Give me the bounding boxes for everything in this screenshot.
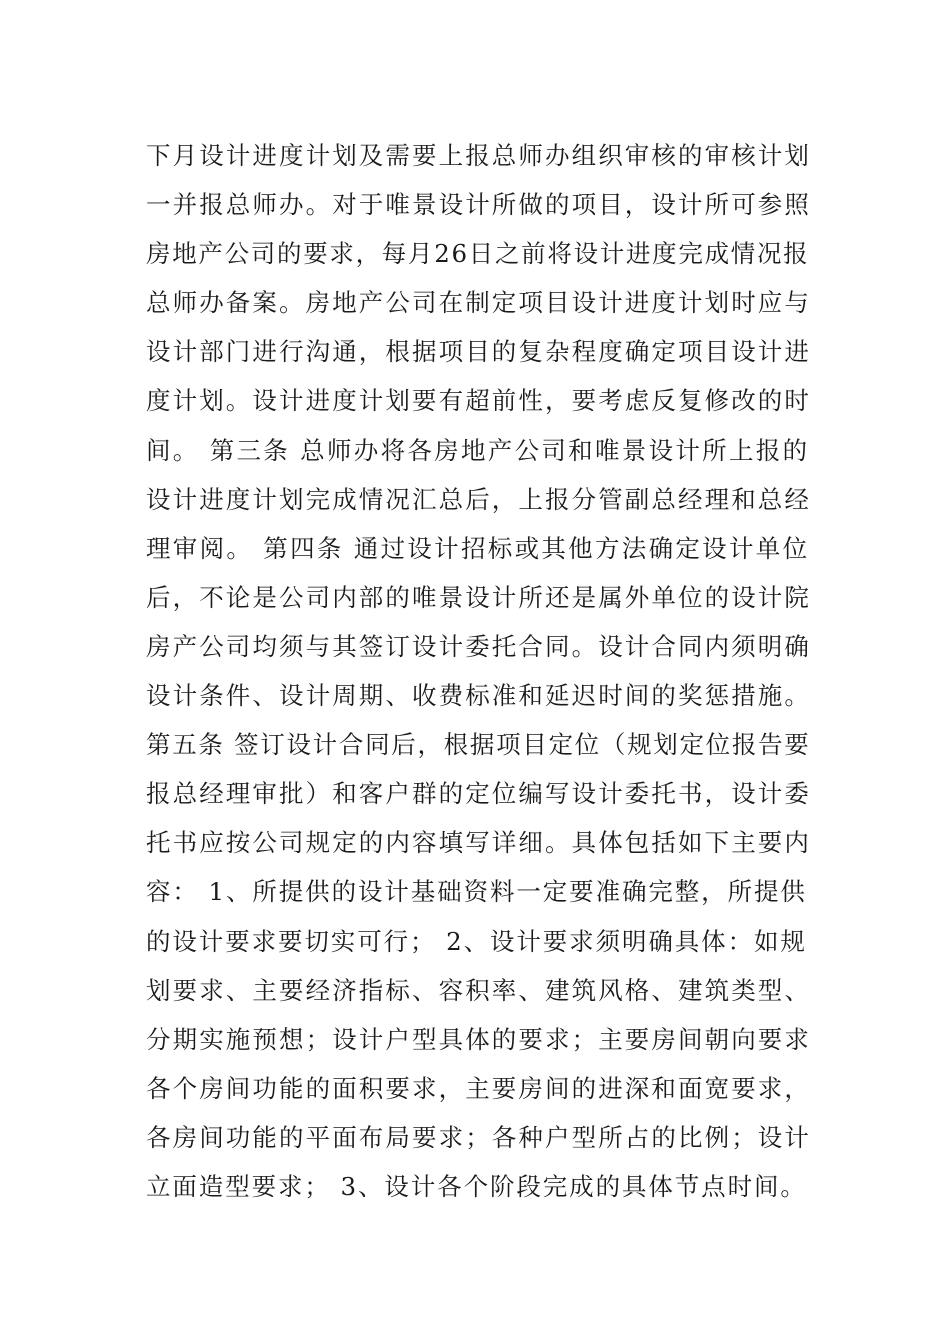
text-line: 各个房间功能的面积要求，主要房间的进深和面宽要求， — [146, 1073, 811, 1103]
text-line: 各房间功能的平面布局要求；各种户型所占的比例；设计 — [146, 1122, 811, 1152]
text-line: 容： 1、所提供的设计基础资料一定要准确完整，所提供 — [146, 877, 807, 907]
text-line: 分期实施预想；设计户型具体的要求；主要房间朝向要求 — [146, 1024, 811, 1054]
text-line: 设计条件、设计周期、收费标准和延迟时间的奖惩措施。 — [146, 681, 811, 711]
text-line: 理审阅。 第四条 通过设计招标或其他方法确定设计单位 — [146, 533, 810, 563]
text-line: 房产公司均须与其签订设计委托合同。设计合同内须明确 — [146, 631, 811, 661]
text-line: 度计划。设计进度计划要有超前性，要考虑反复修改的时 — [146, 386, 811, 416]
text-line: 房地产公司的要求，每月26日之前将设计进度完成情况报 — [146, 239, 810, 269]
body-text — [146, 131, 811, 1211]
text-line: 的设计要求要切实可行； 2、设计要求须明确具体：如规 — [146, 926, 807, 956]
text-line: 报总经理审批）和客户群的定位编写设计委托书，设计委 — [146, 779, 811, 809]
text-line: 划要求、主要经济指标、容积率、建筑风格、建筑类型、 — [146, 975, 811, 1005]
text-line: 后，不论是公司内部的唯景设计所还是属外单位的设计院 — [146, 582, 811, 612]
text-line: 一并报总师办。对于唯景设计所做的项目，设计所可参照 — [146, 190, 811, 220]
text-line: 设计进度计划完成情况汇总后，上报分管副总经理和总经 — [146, 484, 811, 514]
text-line: 立面造型要求； 3、设计各个阶段完成的具体节点时间。 — [146, 1171, 807, 1201]
text-line: 间。 第三条 总师办将各房地产公司和唯景设计所上报的 — [146, 435, 810, 465]
text-line: 第五条 签订设计合同后，根据项目定位（规划定位报告要 — [146, 730, 811, 760]
text-line: 下月设计进度计划及需要上报总师办组织审核的审核计划 — [146, 141, 811, 170]
text-line: 设计部门进行沟通，根据项目的复杂程度确定项目设计进 — [146, 337, 811, 367]
text-line: 托书应按公司规定的内容填写详细。具体包括如下主要内 — [146, 828, 811, 858]
text-line: 总师办备案。房地产公司在制定项目设计进度计划时应与 — [146, 288, 811, 318]
